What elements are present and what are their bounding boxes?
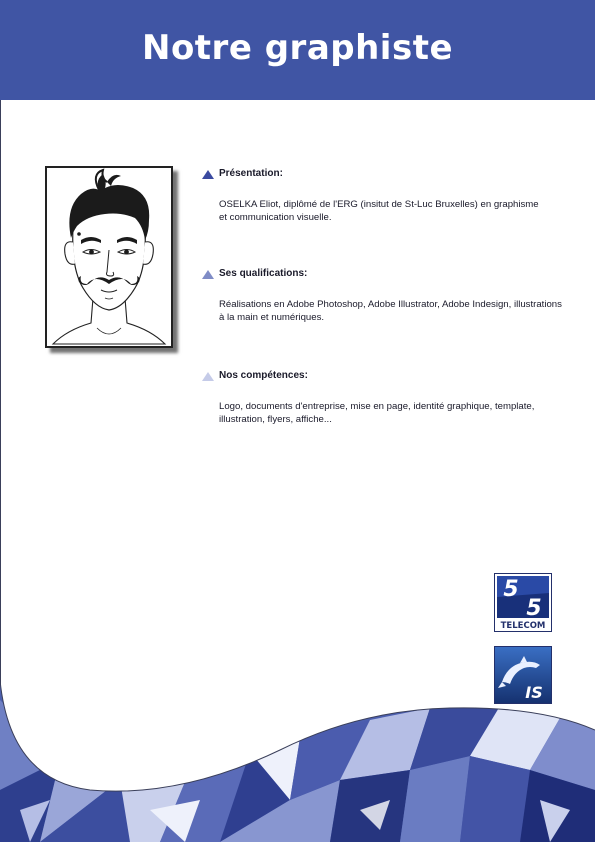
section-title: Ses qualifications: (219, 268, 308, 279)
body-line: illustration, flyers, affiche... (219, 414, 332, 425)
body-line: OSELKA Eliot, diplômé de l'ERG (insitut de St-Luc Bruxelles) en graphisme (219, 199, 539, 210)
section-body (219, 198, 582, 224)
body-line: à la main et numériques. (219, 312, 325, 323)
header-banner (0, 0, 595, 100)
page-title: Notre graphiste (141, 28, 454, 68)
section-body (219, 298, 582, 324)
body-line: et communication visuelle. (219, 212, 332, 223)
telecom-digit-top: 5 (503, 577, 519, 602)
body-line: Logo, documents d'entreprise, mise en page, identité graphique, template, (219, 401, 535, 412)
section-body (219, 400, 582, 426)
section-presentation (202, 168, 582, 224)
section-competences (202, 370, 582, 426)
telecom-label: TELECOM (500, 621, 546, 631)
section-qualifications (202, 268, 582, 324)
bottom-geometric-pattern (0, 660, 595, 842)
body-line: Réalisations en Adobe Photoshop, Adobe Illustrator, Adobe Indesign, illustrations (219, 299, 562, 310)
portrait-illustration (45, 166, 173, 348)
telecom-digit-bottom: 5 (526, 596, 542, 621)
is-label: IS (525, 683, 543, 702)
triangle-bullet-icon (202, 170, 214, 179)
triangle-bullet-icon (202, 372, 214, 381)
section-title: Nos compétences: (219, 370, 308, 381)
triangle-bullet-icon (202, 270, 214, 279)
section-title: Présentation: (219, 168, 283, 179)
portrait-drawing (47, 168, 171, 346)
telecom-logo (494, 573, 552, 637)
